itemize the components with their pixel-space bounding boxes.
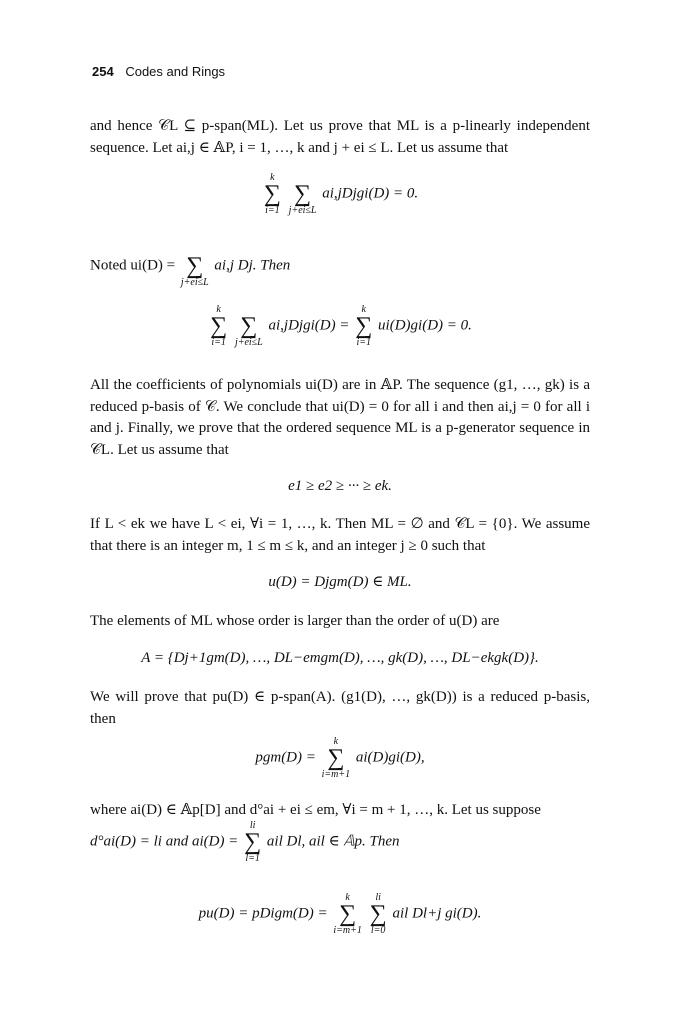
sum-symbol: k ∑ i=1 bbox=[263, 172, 281, 216]
equation-4: u(D) = Djgm(D) ∈ ML. bbox=[268, 574, 412, 590]
equation-1 bbox=[90, 172, 590, 216]
running-title: Codes and Rings bbox=[125, 64, 226, 79]
noted-line bbox=[90, 244, 290, 288]
equation-2-middle: ai,jDjgi(D) = bbox=[268, 317, 350, 334]
sum-symbol: li ∑ l=0 bbox=[369, 892, 387, 936]
equation-2 bbox=[90, 304, 590, 348]
paragraph-4: The elements of ML whose order is larger than the order of u(D) are bbox=[90, 613, 500, 629]
sum-symbol: k ∑ i=1 bbox=[210, 304, 228, 348]
definition-line bbox=[90, 820, 400, 864]
equation-6-lhs: pgm(D) = bbox=[255, 749, 316, 766]
sum-symbol: ∑ j+ei≤L bbox=[288, 181, 317, 216]
equation-6-rhs: ai(D)gi(D), bbox=[355, 749, 425, 766]
equation-8-lhs: pu(D) = pDigm(D) = bbox=[198, 905, 328, 922]
equation-2-rhs: ui(D)gi(D) = 0. bbox=[378, 317, 472, 334]
paragraph-3: If L < ek we have L < ei, ∀i = 1, …, k. Then ML = ∅ and 𝒞L = {0}. We assume that there is an integer m, 1 ≤ m ≤ k, and an integer j ≥ 0 such that bbox=[90, 516, 590, 554]
equation-5: A = {Dj+1gm(D), …, DL−emgm(D), …, gk(D), …, DL−ekgk(D)}. bbox=[141, 650, 539, 666]
paragraph-2: All the coefficients of polynomials ui(D) are in 𝔸P. The sequence (g1, …, gk) is a reduced p-basis of 𝒞. We conclude that ui(D) = 0 for all i and then ai,j = 0 for all i and j. Finally, we prove that the ordered sequence ML is a p-generator sequence in 𝒞L. Let us assume that bbox=[90, 377, 590, 458]
sum-symbol: k ∑ i=m+1 bbox=[333, 892, 362, 936]
paragraph-5: We will prove that pu(D) ∈ p-span(A). (g1(D), …, gk(D)) is a reduced p-basis, then bbox=[90, 689, 590, 727]
sum-symbol: ∑ j+ei≤L bbox=[180, 253, 209, 288]
paragraph-6: where ai(D) ∈ 𝔸p[D] and d°ai + ei ≤ em, ∀i = m + 1, …, k. Let us suppose bbox=[90, 802, 541, 818]
equation-8-rhs: ail Dl+j gi(D). bbox=[392, 905, 482, 922]
sum-symbol: k ∑ i=1 bbox=[355, 304, 373, 348]
equation-6 bbox=[90, 736, 590, 780]
noted-term: ai,j Dj. Then bbox=[214, 257, 291, 274]
definition-prefix: d°ai(D) = li and ai(D) = bbox=[90, 833, 239, 850]
sum-symbol: k ∑ i=m+1 bbox=[321, 736, 351, 780]
sum-symbol: li ∑ l=1 bbox=[244, 820, 262, 864]
noted-prefix: Noted ui(D) = bbox=[90, 257, 176, 274]
sum-symbol: ∑ j+ei≤L bbox=[234, 313, 263, 348]
equation-8 bbox=[90, 892, 590, 936]
equation-1-term: ai,jDjgi(D) = 0. bbox=[322, 185, 419, 202]
equation-3: e1 ≥ e2 ≥ ··· ≥ ek. bbox=[288, 478, 392, 494]
running-header bbox=[92, 64, 225, 79]
definition-rhs: ail Dl, ail ∈ 𝔸p. Then bbox=[266, 833, 400, 850]
page-number: 254 bbox=[92, 64, 114, 79]
paragraph-1: and hence 𝒞L ⊆ p-span(ML). Let us prove that ML is a p-linearly independent sequence. Let ai,j ∈ 𝔸P, i = 1, …, k and j + ei ≤ L. Let us assume that bbox=[90, 118, 590, 156]
